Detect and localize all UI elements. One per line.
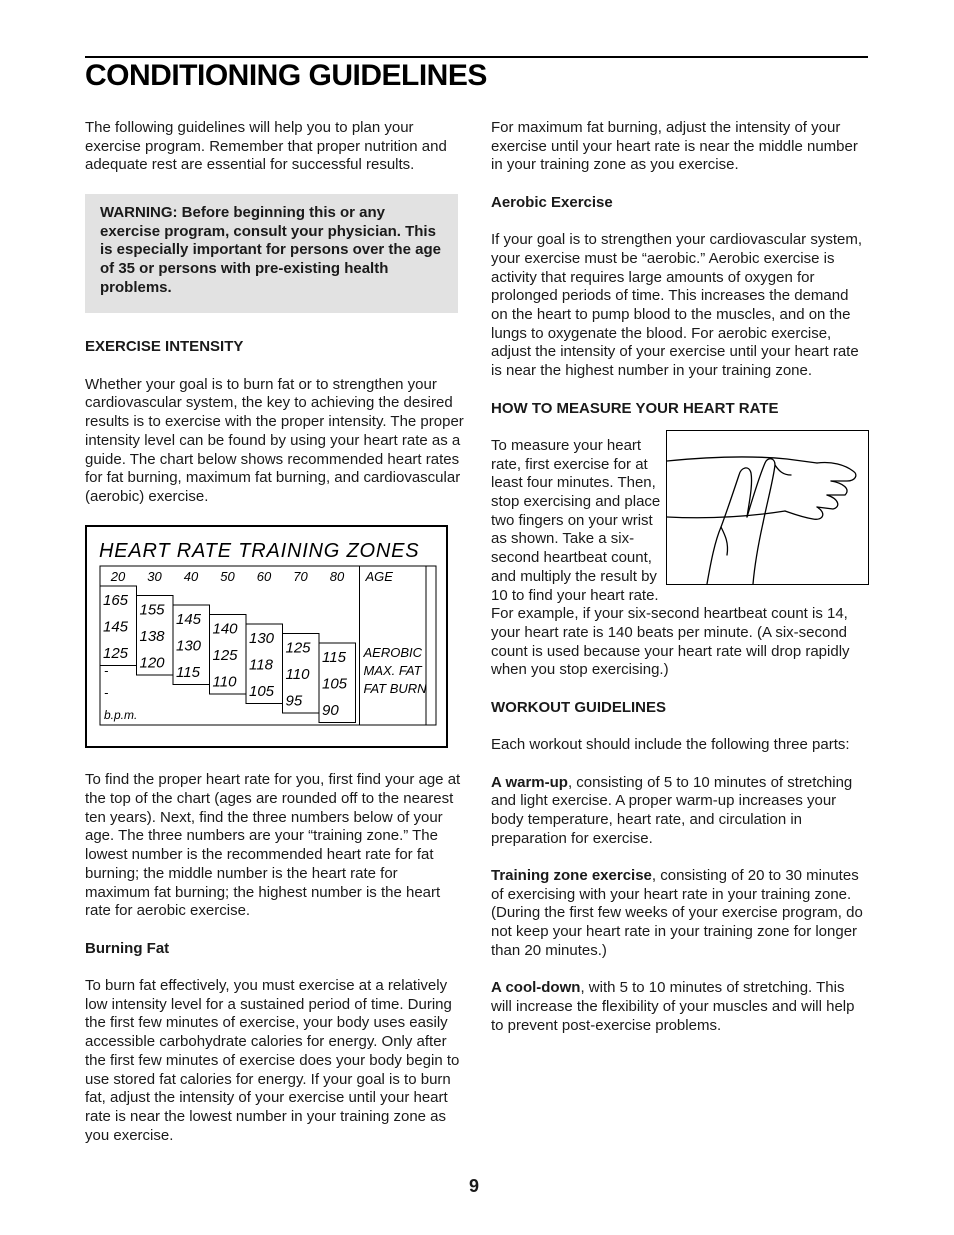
age-tick-label: 70 xyxy=(293,569,308,585)
age-tick-label: 80 xyxy=(329,569,345,585)
heart-rate-value: 115 xyxy=(176,664,200,682)
heart-rate-value: 140 xyxy=(212,620,238,638)
age-tick-label: 40 xyxy=(183,569,199,585)
find-rate-paragraph: To find the proper heart rate for you, first find your age at the top of the chart (ages are rounded off to the nearest ten years). Next, find the three numbers below of your age. The three numbers are your “training zone.” The lowest number is the recommended heart rate for fat burning; the middle number is the heart rate for maximum fat burning; the highest number is the heart rate for aerobic exercise. xyxy=(85,771,461,920)
max-fat-paragraph: For maximum fat burning, adjust the intensity of your exercise until your heart rate is near the middle number in your training zone as you exercise. xyxy=(491,119,858,174)
title-rule xyxy=(85,56,868,58)
burning-fat-heading: Burning Fat xyxy=(85,939,170,957)
dash-mark: - xyxy=(104,663,109,679)
heart-rate-value: 138 xyxy=(139,628,165,646)
intensity-paragraph: Whether your goal is to burn fat or to strengthen your cardiovascular system, the key to achieving the desired results is to exercise with the proper intensity. The proper intensity level can be found by using your heart rate as a guide. The chart below shows recommended heart rates for fat burning, maximum fat burning, and cardiovascular (aerobic) exercise. xyxy=(85,375,464,505)
training-paragraph xyxy=(491,867,869,961)
series-label: MAX. FAT xyxy=(363,663,422,679)
exercise-intensity-heading: EXERCISE INTENSITY xyxy=(85,338,244,356)
heart-rate-value: 130 xyxy=(249,630,275,648)
heart-rate-value: 125 xyxy=(285,639,311,657)
chart-title: HEART RATE TRAINING ZONES xyxy=(99,540,420,563)
heart-rate-value: 130 xyxy=(176,637,202,655)
heart-rate-value: 115 xyxy=(322,649,346,667)
heart-rate-value: 145 xyxy=(176,611,202,629)
aerobic-paragraph: If your goal is to strengthen your cardiovascular system, your exercise must be “aerobic.” Aerobic exercise is activity that requires large amounts of oxygen for prolonged periods of time. This increases the demand on the heart to pump blood to the muscles, and on the lungs to oxygenate the blood. For aerobic exercise, adjust the intensity of your exercise until your heart rate is near the highest number in your training zone. xyxy=(491,231,863,380)
warmup-paragraph xyxy=(491,774,869,849)
warmup-body: , consisting of 5 to 10 minutes of stretching and light exercise. A proper warm-up increases your body temperature, heart rate, and circulation in preparation for exercise. xyxy=(491,773,853,847)
warmup-lead: A warm-up xyxy=(491,773,568,791)
age-tick-label: 30 xyxy=(147,569,162,585)
measure-paragraph: To measure your heart rate, first exercise for at least four minutes. Then, stop exercising and place two fingers on your wrist as shown. Take a six-second heartbeat count, and multiply the result by 10 to find your heart rate. For example, if your six-second heartbeat count is 14, your heart rate is 140 beats per minute. (A six-second count is used because your heart rate will drop rapidly when you stop exercising.) xyxy=(491,436,850,679)
heart-rate-value: 125 xyxy=(212,647,238,665)
cooldown-body: , with 5 to 10 minutes of stretching. This will increase the flexibility of your muscles and will help to prevent post-exercise problems. xyxy=(491,979,855,1034)
heart-rate-value: 90 xyxy=(322,702,339,720)
intro-paragraph: The following guidelines will help you to plan your exercise program. Remember that proper nutrition and adequate rest are essential for successful results. xyxy=(85,119,447,174)
training-body: , consisting of 20 to 30 minutes of exercising with your heart rate in your training zone. (During the first few weeks of your exercise program, do not keep your heart rate in your training zone for longer than 20 minutes.) xyxy=(491,867,863,959)
right-column xyxy=(491,119,869,1054)
measure-section xyxy=(491,437,869,680)
heart-rate-value: 165 xyxy=(103,592,129,610)
left-column xyxy=(85,119,465,1164)
heart-rate-value: 155 xyxy=(139,601,165,619)
workout-guidelines-heading: WORKOUT GUIDELINES xyxy=(491,698,666,716)
heart-rate-value: 118 xyxy=(249,656,273,674)
burning-fat-paragraph: To burn fat effectively, you must exercise at a relatively low intensity level for a sustained period of time. During the first few minutes of exercise, your body uses easily accessible carbohydrate calories for energy. Only after the first few minutes of exercise does your body begin to use stored fat calories for energy. If your goal is to burn fat, adjust the intensity of your exercise until your heart rate is near the lowest number in your training zone as you exercise. xyxy=(85,977,460,1144)
series-label: FAT BURN xyxy=(363,681,427,697)
heart-rate-value: 120 xyxy=(139,654,165,672)
heart-rate-value: 110 xyxy=(285,666,310,684)
page-title: CONDITIONING GUIDELINES xyxy=(85,59,487,92)
heart-rate-value: 110 xyxy=(212,673,237,691)
age-tick-label: 50 xyxy=(220,569,235,585)
heart-rate-value: 95 xyxy=(285,692,303,710)
heart-rate-value: 125 xyxy=(103,645,129,663)
wrist-pulse-illustration-icon xyxy=(666,430,869,585)
warning-box: WARNING: Before beginning this or any exercise program, consult your physician. This is especially important for persons over the age of 35 or persons with pre-existing health problems. xyxy=(85,194,458,314)
training-lead: Training zone exercise xyxy=(491,867,652,884)
heart-rate-value: 145 xyxy=(103,618,129,636)
series-label: AEROBIC xyxy=(363,645,423,661)
page-number: 9 xyxy=(469,1176,480,1196)
heart-rate-chart-svg xyxy=(87,527,446,746)
aerobic-heading: Aerobic Exercise xyxy=(491,193,613,211)
bpm-label: b.p.m. xyxy=(104,708,138,723)
age-tick-label: 60 xyxy=(256,569,272,585)
heart-rate-chart xyxy=(85,525,448,748)
age-tick-label: 20 xyxy=(110,569,126,585)
heart-rate-value: 105 xyxy=(322,675,348,693)
cooldown-paragraph xyxy=(491,979,869,1035)
heart-rate-value: 105 xyxy=(249,683,275,701)
measure-heading: HOW TO MEASURE YOUR HEART RATE xyxy=(491,399,779,417)
age-axis-label: AGE xyxy=(365,569,393,585)
dash-mark: - xyxy=(104,685,109,701)
cooldown-lead: A cool-down xyxy=(491,979,581,997)
workout-intro: Each workout should include the following three parts: xyxy=(491,736,850,754)
